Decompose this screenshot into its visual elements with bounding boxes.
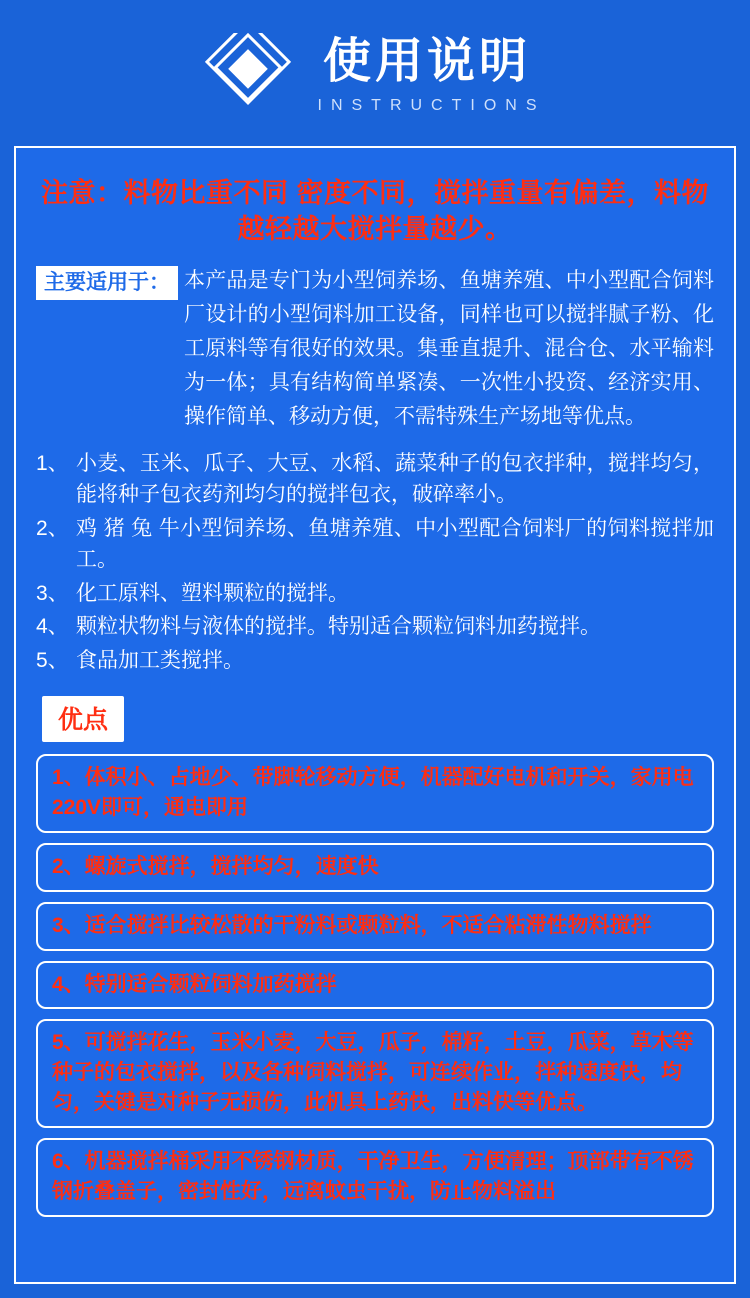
nested-diamonds-icon: [205, 33, 291, 119]
list-item-number: 5、: [36, 648, 69, 672]
advantages-tag: 优点: [42, 696, 124, 742]
advantage-item: 4、特别适合颗粒饲料加药搅拌: [36, 961, 714, 1010]
page-subtitle: INSTRUCTIONS: [317, 97, 546, 114]
advantage-item: 3、适合搅拌比较松散的干粉料或颗粒料，不适合粘滞性物料搅拌: [36, 902, 714, 951]
applicability-text: 本产品是专门为小型饲养场、鱼塘养殖、中小型配合饲料厂设计的小型饲料加工设备，同样也可以搅拌腻子粉、化工原料等有很好的效果。集垂直提升、混合仓、水平输料为一体；具有结构简单紧凑、一次性小投资、经济实用、操作简单、移动方便，不需特殊生产场地等优点。: [184, 268, 714, 428]
list-item: [36, 645, 714, 677]
applicability-tag: 主要适用于：: [36, 266, 178, 300]
list-item: [36, 448, 714, 511]
advantage-item: 5、可搅拌花生，玉米小麦，大豆，瓜子，棉籽，土豆，瓜菜，草木等种子的包衣搅拌，以及各种饲料搅拌，可连续作业，拌种速度快，均匀，关键是对种子无损伤，此机具上药快，出料快等优点。: [36, 1019, 714, 1127]
list-item-text: 鸡 猪 兔 牛小型饲养场、鱼塘养殖、中小型配合饲料厂的饲料搅拌加工。: [76, 516, 714, 572]
list-item-text: 颗粒状物料与液体的搅拌。特别适合颗粒饲料加药搅拌。: [76, 615, 601, 639]
advantages-list: [36, 754, 714, 1216]
notice-text: 注意：料物比重不同 密度不同，搅拌重量有偏差，料物越轻越大搅拌量越少。: [40, 178, 709, 244]
advantage-item: 2、螺旋式搅拌，搅拌均匀，速度快: [36, 843, 714, 892]
uses-list: [36, 448, 714, 677]
list-item: [36, 611, 714, 643]
list-item-text: 化工原料、塑料颗粒的搅拌。: [76, 581, 349, 605]
list-item-number: 1、: [36, 451, 69, 475]
page-header: [0, 0, 750, 146]
list-item: [36, 578, 714, 610]
advantage-item: 6、机器搅拌桶采用不锈钢材质，干净卫生，方便清理；顶部带有不锈钢折叠盖子，密封性好，远离蚊虫干扰，防止物料溢出: [36, 1138, 714, 1217]
list-item-number: 3、: [36, 581, 69, 605]
page-title: 使用说明: [322, 35, 531, 88]
list-item-number: 2、: [36, 516, 69, 540]
list-item-text: 小麦、玉米、瓜子、大豆、水稻、蔬菜种子的包衣拌种，搅拌均匀，能将种子包衣药剂均匀的搅拌包衣，破碎率小。: [76, 451, 714, 507]
list-item-number: 4、: [36, 615, 69, 639]
applicability-block: [36, 264, 714, 434]
advantage-item: 1、体积小、占地少、带脚轮移动方便，机器配好电机和开关，家用电220V即可，通电即用: [36, 754, 714, 833]
content-panel: [14, 146, 736, 1284]
header-text-group: [309, 35, 546, 114]
list-item-text: 食品加工类搅拌。: [76, 648, 244, 672]
list-item: [36, 513, 714, 576]
